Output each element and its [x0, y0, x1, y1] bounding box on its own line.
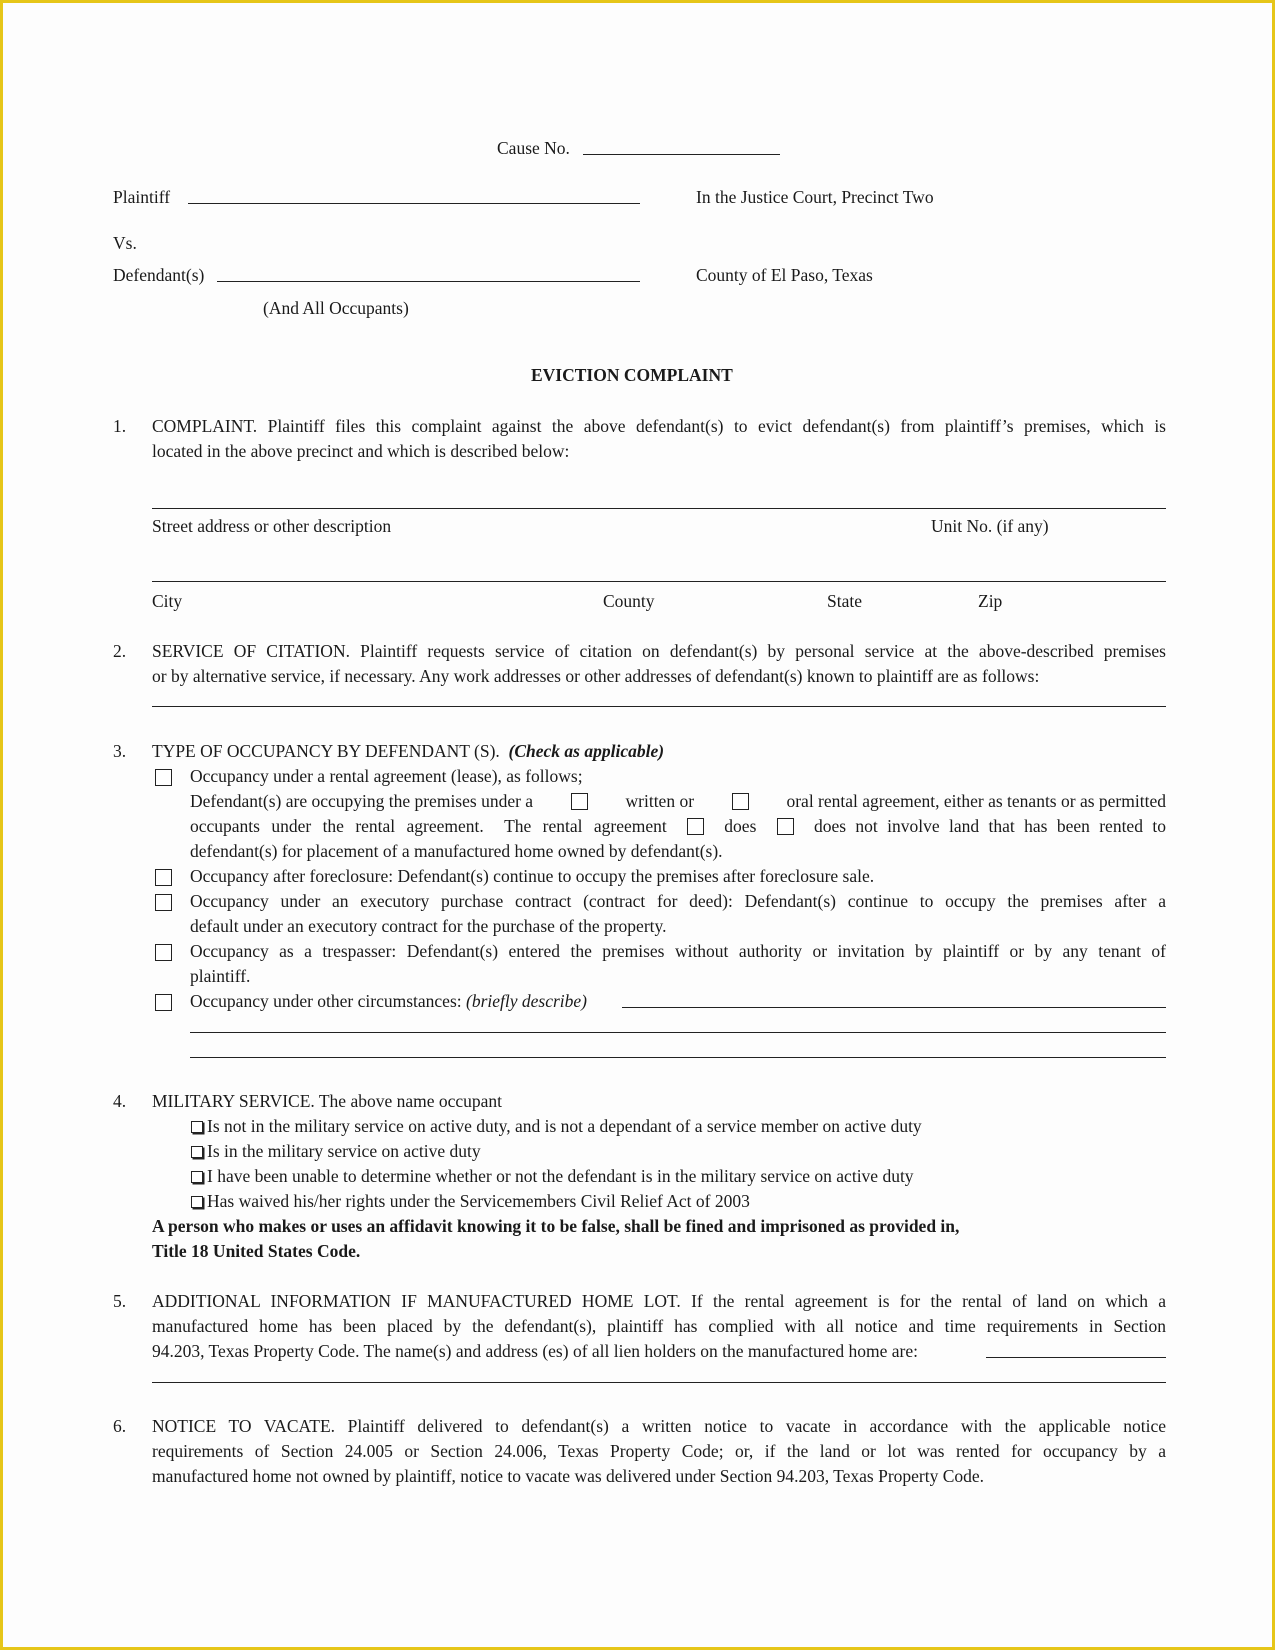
does-not-label: does not involve land that has been rented to — [813, 816, 1166, 836]
section-1-text-line: COMPLAINT. Plaintiff files this complaint against the above defendant(s) to evict defendant(s) from plaintiff’s premises, which is — [152, 416, 1166, 436]
lease-option-label: Occupancy under a rental agreement (lease), as follows; — [190, 766, 583, 786]
lease-checkbox[interactable] — [155, 769, 172, 786]
trespasser-option-label: Occupancy as a trespasser: Defendant(s) entered the premises without authority or invitation by plaintiff or by any tenant of — [190, 941, 1166, 961]
oral-agreement-label: oral rental agreement, either as tenants or as permitted — [786, 791, 1166, 811]
vs-label: Vs. — [113, 233, 137, 253]
plaintiff-label: Plaintiff — [113, 187, 171, 207]
cause-no-label: Cause No. — [497, 138, 570, 158]
section-3-heading-note: (Check as applicable) — [508, 741, 665, 761]
street-address-label: Street address or other description — [152, 516, 392, 536]
other-circumstances-checkbox[interactable] — [155, 994, 172, 1011]
defendants-field[interactable] — [217, 281, 640, 282]
section-2-number: 2. — [113, 641, 127, 661]
lease-option-text-line: defendant(s) for placement of a manufactured home owned by defendant(s). — [190, 841, 723, 861]
foreclosure-checkbox[interactable] — [155, 869, 172, 886]
state-label: State — [827, 591, 862, 611]
other-circumstances-option-label — [190, 989, 587, 1014]
foreclosure-option-label: Occupancy after foreclosure: Defendant(s) continue to occupy the premises after foreclosure sale. — [190, 866, 875, 886]
does-label: does — [724, 816, 757, 836]
section-3-heading — [152, 739, 664, 764]
section-4-number: 4. — [113, 1091, 127, 1111]
trespasser-checkbox[interactable] — [155, 944, 172, 961]
not-military-checkbox[interactable] — [191, 1121, 203, 1133]
executory-contract-option-label: Occupancy under an executory purchase contract (contract for deed): Defendant(s) continue to occupy the premises after a — [190, 891, 1166, 911]
land-rental-line — [190, 814, 1166, 839]
lien-holders-field[interactable] — [986, 1357, 1166, 1358]
unable-to-determine-label: I have been unable to determine whether or not the defendant is in the military service on active duty — [207, 1166, 914, 1186]
court-label: In the Justice Court, Precinct Two — [696, 187, 934, 207]
lease-type-line — [190, 789, 1166, 814]
in-military-label: Is in the military service on active duty — [207, 1141, 481, 1161]
oral-agreement-checkbox[interactable] — [732, 793, 749, 810]
military-option-2 — [191, 1139, 481, 1164]
not-military-label: Is not in the military service on active duty, and is not a dependant of a service member on active duty — [207, 1116, 922, 1136]
street-address-field[interactable] — [152, 508, 1166, 509]
in-military-checkbox[interactable] — [191, 1146, 203, 1158]
section-6-text-line: manufactured home not owned by plaintiff, notice to vacate was delivered under Section 94.203, Texas Property Code. — [152, 1466, 985, 1486]
section-5-number: 5. — [113, 1291, 127, 1311]
other-circumstances-text: Occupancy under other circumstances: — [190, 991, 462, 1011]
section-2-text-line: SERVICE OF CITATION. Plaintiff requests service of citation on defendant(s) by personal service at the above-described premises — [152, 641, 1166, 661]
other-circumstances-field-line-3[interactable] — [190, 1057, 1166, 1058]
military-option-1 — [191, 1114, 922, 1139]
defendants-label: Defendant(s) — [113, 265, 205, 285]
section-5-text-line: 94.203, Texas Property Code. The name(s) and address (es) of all lien holders on the manufactured home are: — [152, 1341, 918, 1361]
executory-contract-option-text: default under an executory contract for the purchase of the property. — [190, 916, 667, 936]
plaintiff-field[interactable] — [188, 203, 640, 204]
document-title: EVICTION COMPLAINT — [531, 365, 733, 385]
military-option-3 — [191, 1164, 914, 1189]
waived-rights-checkbox[interactable] — [191, 1196, 203, 1208]
cause-no-field[interactable] — [583, 154, 780, 155]
section-3-heading-text: TYPE OF OCCUPANCY BY DEFENDANT (S). — [152, 741, 500, 761]
does-not-checkbox[interactable] — [777, 818, 794, 835]
section-5-text-line: manufactured home has been placed by the defendant(s), plaintiff has complied with all notice and time requirements in Section — [152, 1316, 1166, 1336]
section-1-number: 1. — [113, 416, 127, 436]
city-label: City — [152, 591, 183, 611]
county-label: County of El Paso, Texas — [696, 265, 873, 285]
occupants-label: (And All Occupants) — [263, 298, 409, 318]
permitted-occupants-text: occupants under the rental agreement. — [190, 816, 484, 836]
affidavit-warning-line-1: A person who makes or uses an affidavit knowing it to be false, shall be fined and imprisoned as provided in, — [152, 1216, 960, 1236]
military-option-4 — [191, 1189, 750, 1214]
lien-holders-field-line-2[interactable] — [152, 1382, 1166, 1383]
section-1-text-line: located in the above precinct and which is described below: — [152, 441, 570, 461]
section-3-number: 3. — [113, 741, 127, 761]
city-county-state-zip-field[interactable] — [152, 581, 1166, 582]
other-circumstances-field[interactable] — [622, 1007, 1166, 1008]
zip-label: Zip — [978, 591, 1003, 611]
written-agreement-checkbox[interactable] — [571, 793, 588, 810]
section-6-text-line: NOTICE TO VACATE. Plaintiff delivered to defendant(s) a written notice to vacate in accordance with the applicable notice — [152, 1416, 1166, 1436]
rental-agreement-text: The rental agreement — [504, 816, 667, 836]
other-circumstances-field-line-2[interactable] — [190, 1032, 1166, 1033]
county-field-label: County — [603, 591, 655, 611]
lease-type-text: Defendant(s) are occupying the premises under a — [190, 791, 534, 811]
written-agreement-label: written or — [625, 791, 695, 811]
section-2-text-line: or by alternative service, if necessary. Any work addresses or other addresses of defendant(s) known to plaintiff are as follows: — [152, 666, 1040, 686]
unable-to-determine-checkbox[interactable] — [191, 1171, 203, 1183]
other-addresses-field[interactable] — [152, 706, 1166, 707]
affidavit-warning-line-2: Title 18 United States Code. — [152, 1241, 361, 1261]
waived-rights-label: Has waived his/her rights under the Servicemembers Civil Relief Act of 2003 — [207, 1191, 750, 1211]
section-5-text-line: ADDITIONAL INFORMATION IF MANUFACTURED HOME LOT. If the rental agreement is for the rental of land on which a — [152, 1291, 1166, 1311]
unit-no-label: Unit No. (if any) — [931, 516, 1049, 536]
section-4-heading: MILITARY SERVICE. The above name occupant — [152, 1091, 503, 1111]
other-circumstances-note: (briefly describe) — [466, 991, 587, 1011]
executory-contract-checkbox[interactable] — [155, 894, 172, 911]
does-checkbox[interactable] — [687, 818, 704, 835]
trespasser-option-text: plaintiff. — [190, 966, 251, 986]
section-6-text-line: requirements of Section 24.005 or Section 24.006, Texas Property Code; or, if the land or lot was rented for occupancy by a — [152, 1441, 1166, 1461]
section-6-number: 6. — [113, 1416, 127, 1436]
